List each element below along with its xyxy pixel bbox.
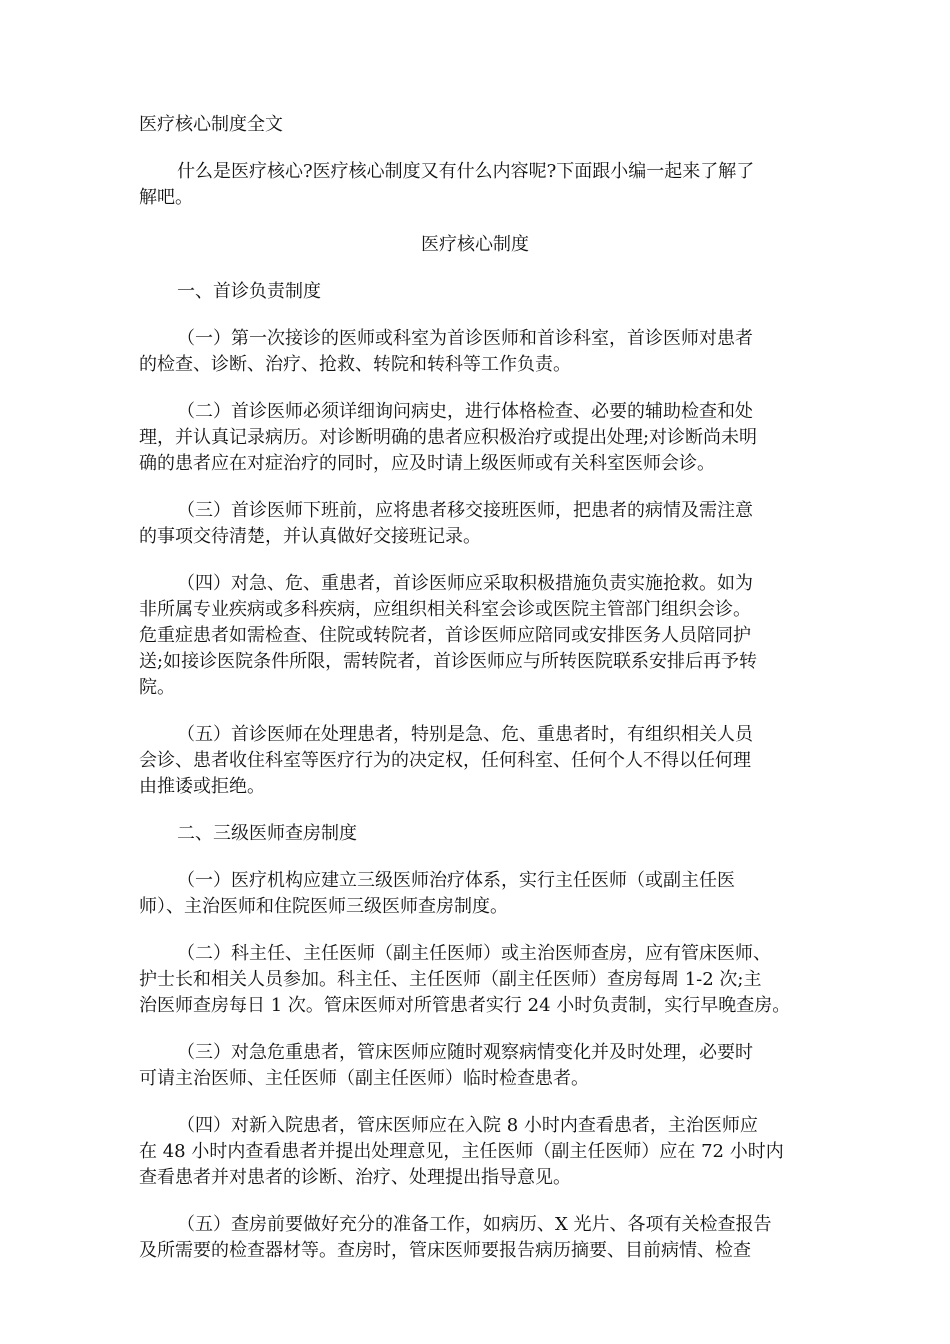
intro-line: 解吧。 bbox=[139, 187, 193, 208]
paragraph-line: 理，并认真记录病历。对诊断明确的患者应积极治疗或提出处理;对诊断尚未明 bbox=[139, 427, 758, 448]
document-body bbox=[139, 112, 811, 1285]
section-heading-text: 二、三级医师查房制度 bbox=[177, 823, 357, 844]
paragraph-line: 护士长和相关人员参加。科主任、主任医师（副主任医师）查房每周 1-2 次;主 bbox=[139, 969, 762, 990]
paragraph-line: 送;如接诊医院条件所限，需转院者，首诊医师应与所转医院联系安排后再予转 bbox=[139, 651, 758, 672]
document-title-text: 医疗核心制度全文 bbox=[139, 114, 283, 135]
paragraph-line: （五）查房前要做好充分的准备工作，如病历、X 光片、各项有关检查报告 bbox=[177, 1214, 772, 1235]
paragraph-line: 危重症患者如需检查、住院或转院者，首诊医师应陪同或安排医务人员陪同护 bbox=[139, 625, 751, 646]
paragraph-line: 可请主治医师、主任医师（副主任医师）临时检查患者。 bbox=[139, 1068, 589, 1089]
paragraph bbox=[139, 1113, 811, 1191]
intro-line: 什么是医疗核心?医疗核心制度又有什么内容呢?下面跟小编一起来了解了 bbox=[177, 161, 755, 182]
paragraph-line: 查看患者并对患者的诊断、治疗、处理提出指导意见。 bbox=[139, 1167, 571, 1188]
paragraph-line: （四）对新入院患者，管床医师应在入院 8 小时内查看患者，主治医师应 bbox=[177, 1115, 758, 1136]
center-heading bbox=[139, 232, 811, 258]
paragraph bbox=[139, 868, 811, 920]
paragraph-line: 及所需要的检查器材等。查房时，管床医师要报告病历摘要、目前病情、检查 bbox=[139, 1240, 751, 1261]
paragraph-line: （二）科主任、主任医师（副主任医师）或主治医师查房，应有管床医师、 bbox=[177, 943, 771, 964]
paragraph bbox=[139, 722, 811, 800]
paragraph bbox=[139, 498, 811, 550]
paragraph bbox=[139, 941, 811, 1019]
paragraph-line: （三）对急危重患者，管床医师应随时观察病情变化并及时处理，必要时 bbox=[177, 1042, 753, 1063]
section-heading-text: 一、首诊负责制度 bbox=[177, 281, 321, 302]
paragraph-line: （五）首诊医师在处理患者，特别是急、危、重患者时，有组织相关人员 bbox=[177, 724, 753, 745]
document-title bbox=[139, 112, 811, 138]
paragraph-line: 会诊、患者收住科室等医疗行为的决定权，任何科室、任何个人不得以任何理 bbox=[139, 750, 751, 771]
paragraph bbox=[139, 1212, 811, 1264]
paragraph-line: （四）对急、危、重患者，首诊医师应采取积极措施负责实施抢救。如为 bbox=[177, 573, 753, 594]
paragraph bbox=[139, 326, 811, 378]
paragraph bbox=[139, 571, 811, 701]
paragraph-line: 院。 bbox=[139, 677, 175, 698]
paragraph-line: （一）医疗机构应建立三级医师治疗体系，实行主任医师（或副主任医 bbox=[177, 870, 735, 891]
paragraph bbox=[139, 399, 811, 477]
paragraph-line: 的检查、诊断、治疗、抢救、转院和转科等工作负责。 bbox=[139, 354, 571, 375]
center-heading-text: 医疗核心制度 bbox=[421, 234, 529, 255]
intro-paragraph bbox=[139, 159, 811, 211]
paragraph-line: （一）第一次接诊的医师或科室为首诊医师和首诊科室，首诊医师对患者 bbox=[177, 328, 753, 349]
paragraph-line: 的事项交待清楚，并认真做好交接班记录。 bbox=[139, 526, 481, 547]
paragraph-line: 由推诿或拒绝。 bbox=[139, 776, 265, 797]
paragraph-line: （三）首诊医师下班前，应将患者移交接班医师，把患者的病情及需注意 bbox=[177, 500, 753, 521]
paragraph-line: 师）、主治医师和住院医师三级医师查房制度。 bbox=[139, 896, 508, 917]
paragraph-line: 确的患者应在对症治疗的同时，应及时请上级医师或有关科室医师会诊。 bbox=[139, 453, 715, 474]
paragraph-line: 在 48 小时内查看患者并提出处理意见，主任医师（副主任医师）应在 72 小时内 bbox=[139, 1141, 784, 1162]
paragraph-line: 治医师查房每日 1 次。管床医师对所管患者实行 24 小时负责制，实行早晚查房。 bbox=[139, 995, 791, 1016]
section-heading bbox=[139, 279, 811, 305]
paragraph-line: （二）首诊医师必须详细询问病史，进行体格检查、必要的辅助检查和处 bbox=[177, 401, 753, 422]
section-heading bbox=[139, 821, 811, 847]
paragraph bbox=[139, 1040, 811, 1092]
paragraph-line: 非所属专业疾病或多科疾病，应组织相关科室会诊或医院主管部门组织会诊。 bbox=[139, 599, 751, 620]
